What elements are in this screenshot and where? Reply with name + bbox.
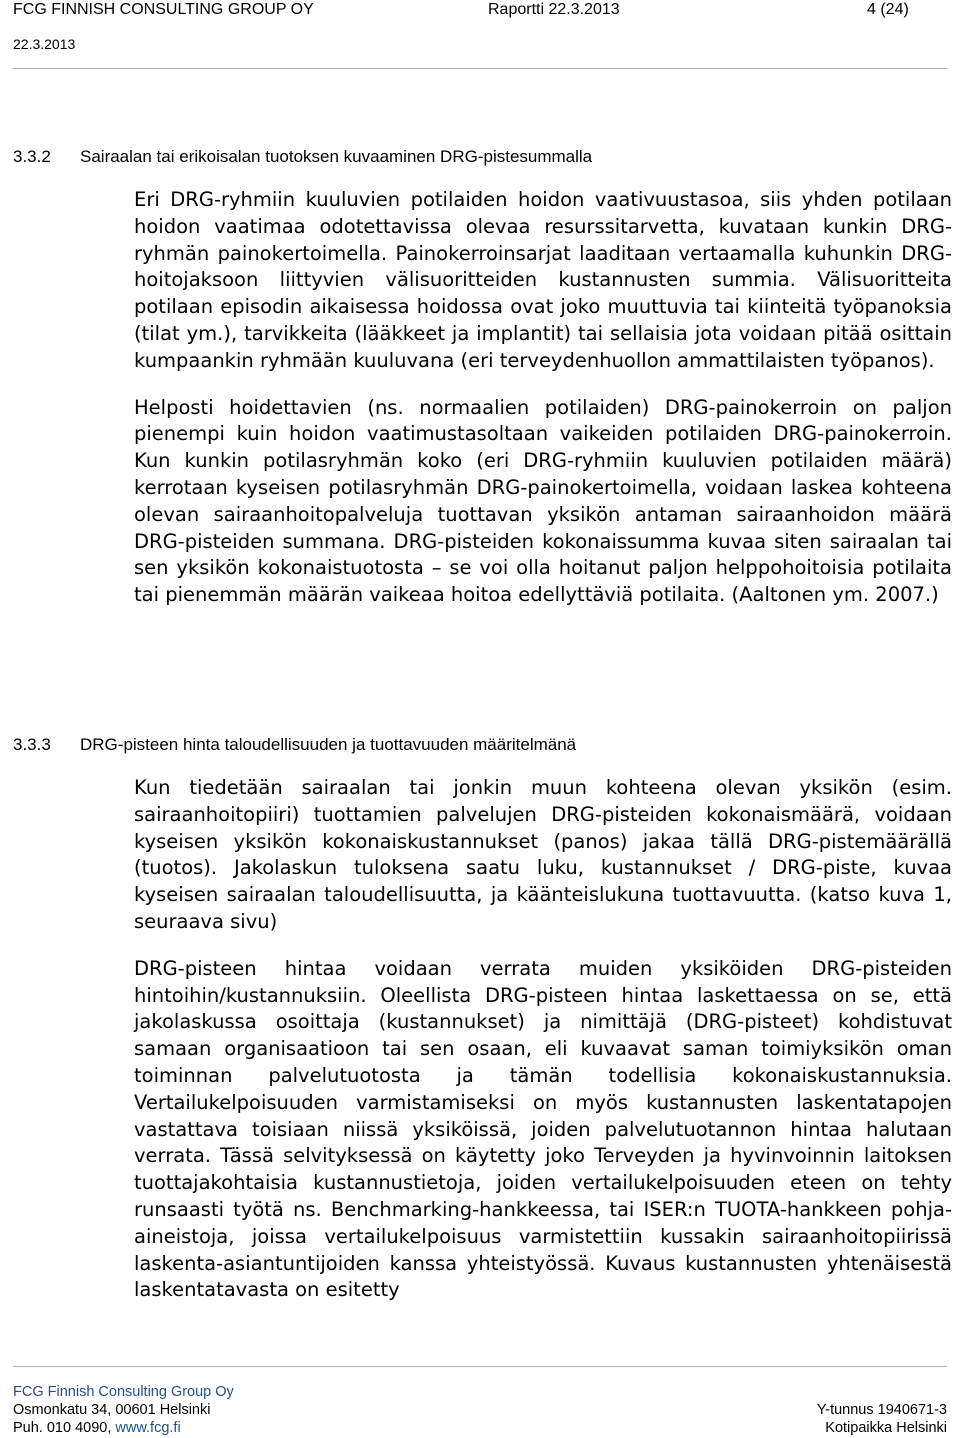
footer-business-id: Y-tunnus 1940671-3 [816, 1402, 947, 1418]
section-332-body [134, 187, 952, 609]
paragraph: Kun tiedetään sairaalan tai jonkin muun kohteena olevan yksikön (esim. sairaanhoitopiiri) tuottamien palvelujen DRG-pisteiden kokonaismäärä, voidaan kyseisen yksikön kokonaiskustannukset (panos) jakaa tällä DRG-pistemäärällä (tuotos). Jakolaskun tuloksena saatu luku, kustannukset / DRG-piste, kuvaa kyseisen sairaalan taloudellisuutta, ja käänteislukuna tuottavuutta. (katso kuva 1, seuraava sivu) [134, 776, 952, 933]
header-date: 22.3.2013 [13, 36, 76, 52]
footer-legal [780, 1383, 947, 1437]
header-page-number: 4 (24) [867, 1, 909, 18]
footer-phone-web [13, 1419, 234, 1437]
paragraph: Helposti hoidettavien (ns. normaalien potilaiden) DRG-painokerroin on paljon pienempi kuin hoidon vaatimustasoltaan vaikeiden potilaiden DRG-painokerroin. Kun kunkin potilasryhmän koko (eri DRG-ryhmiin kuuluvien potilaiden määrä) kerrotaan kyseisen potilasryhmän DRG-painokertoimella, voidaan laskea kohteena olevan sairaanhoitopalveluja tuottavan yksikön antaman sairaanhoidon määrä DRG-pisteiden summana. DRG-pisteiden kokonaissumma kuvaa siten sairaalan tai sen yksikön kokonaistuotosta – se voi olla hoitanut paljon helppohoitoisia potilaita tai pienemmän määrän vaikeaa hoitoa edellyttäviä potilaita. (Aaltonen ym. 2007.) [134, 395, 952, 607]
section-number: 3.3.3 [13, 735, 51, 754]
footer-phone: Puh. 010 4090, [13, 1420, 116, 1436]
footer-domicile: Kotipaikka Helsinki [825, 1420, 947, 1436]
footer-contact [13, 1383, 234, 1437]
paragraph: Eri DRG-ryhmiin kuuluvien potilaiden hoidon vaativuustasoa, siis yhden potilaan hoidon vaatimaa odotettavissa olevaa resurssitarvetta, kuvataan kunkin DRG-ryhmän painokertoimella. Painokerroinsarjat laaditaan vertaamalla kuhunkin DRG-hoitojaksoon liittyvien välisuoritteiden kustannusten summia. Välisuoritteita potilaan episodin aikaisessa hoidossa ovat joko muuttuvia tai kiinteitä työpanoksia (tilat ym.), tarvikkeita (lääkkeet ja implantit) tai sellaisia jota voidaan pitää osittain kumpaankin ryhmään kuuluvana (eri terveydenhuollon ammattilaisten työpanos). [134, 188, 952, 372]
section-number: 3.3.2 [13, 147, 51, 166]
header-divider [13, 68, 947, 69]
section-333-body [134, 775, 952, 1304]
section-heading-333 [13, 735, 576, 755]
footer-divider [13, 1366, 947, 1367]
footer-website-link[interactable]: www.fcg.fi [115, 1420, 181, 1436]
footer-address: Osmonkatu 34, 00601 Helsinki [13, 1402, 211, 1418]
section-title: DRG-pisteen hinta taloudellisuuden ja tuottavuuden määritelmänä [80, 735, 577, 754]
header-company: FCG FINNISH CONSULTING GROUP OY [13, 1, 314, 18]
section-title: Sairaalan tai erikoisalan tuotoksen kuvaaminen DRG-pistesummalla [80, 147, 593, 166]
header-report: Raportti 22.3.2013 [488, 1, 620, 18]
paragraph: DRG-pisteen hintaa voidaan verrata muiden yksiköiden DRG-pisteiden hintoihin/kustannuksiin. Oleellista DRG-pisteen hintaa laskettaessa on se, että jakolaskussa osoittaja (kustannukset) ja nimittäjä (DRG-pisteet) kohdistuvat samaan organisaatioon tai sen osaan, eli kuvaavat saman toimiyksikön oman toiminnan palvelutuotosta ja tämän todellisia kokonaiskustannuksia. Vertailukelpoisuuden varmistamiseksi on myös kustannusten laskentatapojen vastattava toisiaan niissä yksiköissä, joiden palvelutuotannon hintaa halutaan verrata. Tässä selvityksessä on käytetty joko Terveyden ja hyvinvoinnin laitoksen tuottajakohtaisia kustannustietoja, joiden vertailukelpoisuuden eteen on tehty runsaasti työtä ns. Benchmarking-hankkeessa, tai ISER:n TUOTA-hankkeen pohja-aineistoja, joissa vertailukelpoisuus varmistettiin kussakin sairaanhoitopiirissä laskenta-asiantuntijoiden kanssa yhteistyössä. Kuvaus kustannusten yhtenäisestä laskentatavasta on esitetty [134, 956, 952, 1302]
section-heading-332 [13, 147, 592, 167]
footer-company: FCG Finnish Consulting Group Oy [13, 1384, 234, 1400]
